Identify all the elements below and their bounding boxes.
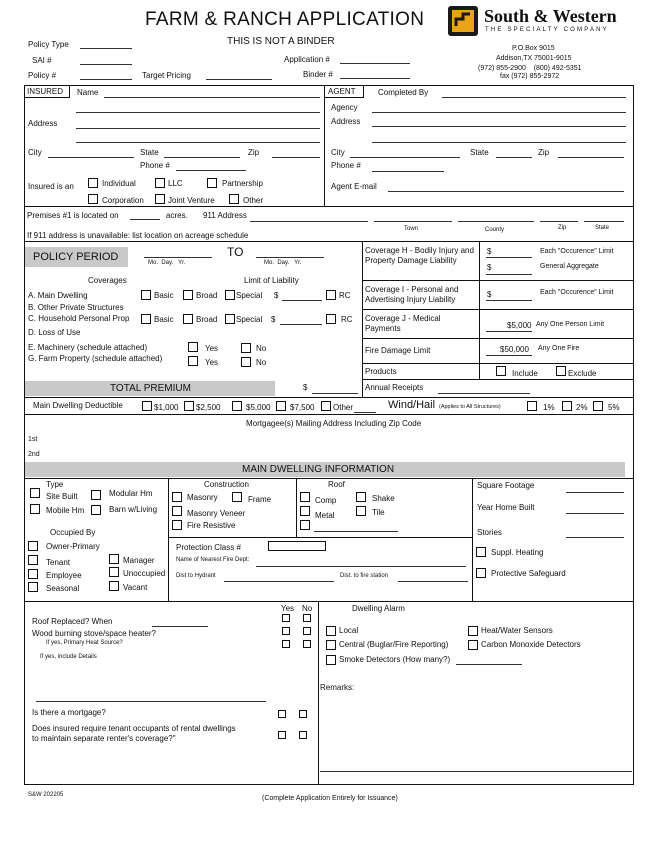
insured-state-label: State (140, 148, 159, 157)
deductible-other-checkbox[interactable] (321, 401, 331, 411)
nearest-fire-dept-field[interactable] (256, 566, 466, 567)
barn-living-checkbox[interactable] (91, 505, 101, 515)
company-phone: (972) 855-2900 (800) 492-5351 (478, 65, 582, 72)
company-fax: fax (972) 855-2972 (500, 73, 560, 80)
agency-label: Agency (331, 103, 358, 112)
agent-email-field[interactable] (388, 191, 624, 192)
coverage-a-amount-field[interactable] (282, 300, 322, 301)
deductible-label: Main Dwelling Deductible (33, 401, 123, 410)
roof-tile-label: Tile (372, 508, 385, 517)
wind-1pct-checkbox[interactable] (527, 401, 537, 411)
roof-replaced-label: Roof Replaced? When (32, 617, 113, 626)
insured-tag-label: INSURED (27, 87, 64, 96)
insured-state-field[interactable] (164, 157, 240, 158)
manager-label: Manager (123, 556, 155, 565)
coverage-h-each-field[interactable] (486, 257, 532, 258)
coverage-c-amount-field[interactable] (280, 324, 322, 325)
policy-end-field[interactable] (256, 257, 324, 258)
agent-phone-field[interactable] (372, 171, 444, 172)
coverage-e-label: E. Machinery (schedule attached) (28, 343, 148, 352)
agent-email-label: Agent E-mail (331, 182, 377, 191)
coverage-c-special-label: Special (236, 315, 263, 324)
insured-city-field[interactable] (48, 157, 134, 158)
agent-zip-field[interactable] (558, 157, 624, 158)
company-address-2: Addison,TX 75001-9015 (496, 55, 572, 62)
deductible-5000-checkbox[interactable] (232, 401, 242, 411)
deductible-other-label: Other (333, 403, 354, 412)
dwelling-alarm-header: Dwelling Alarm (352, 604, 405, 613)
coverage-c-basic-label: Basic (154, 315, 174, 324)
co-detectors-checkbox[interactable] (468, 640, 478, 650)
coverage-d-label: D. Loss of Use (28, 328, 81, 337)
wood-burning-label: Wood burning stove/space heater? (32, 629, 156, 638)
deductible-7500-label: $7,500 (290, 403, 315, 412)
company-name: South & Western (484, 6, 617, 26)
coverage-c-special-checkbox[interactable] (225, 314, 235, 324)
coverage-a-broad-label: Broad (196, 291, 218, 300)
roof-label: Roof (328, 480, 345, 489)
policy-number-label: Policy # (28, 71, 57, 80)
insured-address-field[interactable] (76, 128, 320, 129)
agent-phone-label: Phone # (331, 161, 361, 170)
masonry-label: Masonry (187, 493, 218, 502)
state-911-field[interactable] (584, 221, 624, 222)
county-label: County (485, 227, 505, 233)
occupied-by-label: Occupied By (50, 528, 96, 537)
coverage-h-dollar-1: $ (487, 247, 492, 256)
corporation-label: Corporation (102, 196, 144, 205)
coverage-j-desc: Any One Person Limit (536, 321, 605, 328)
coverage-c-rc-checkbox[interactable] (326, 314, 336, 324)
policy-type-label: Policy Type (28, 40, 69, 49)
primary-heat-label: If yes, Primary Heat Source? (46, 640, 123, 646)
sai-field[interactable] (80, 64, 132, 65)
coverage-g-yes-label: Yes (205, 358, 219, 367)
coverage-c-label: C. Household Personal Prop (28, 314, 130, 323)
coverage-j-label: Coverage J - Medical Payments (365, 314, 441, 333)
roof-metal-checkbox[interactable] (300, 506, 310, 516)
nearest-fire-dept-label: Name of Nearest Fire Dept: (176, 557, 250, 563)
form-border (24, 85, 634, 785)
products-exclude-label: Exclude (568, 369, 597, 378)
unoccupied-checkbox[interactable] (109, 567, 119, 577)
completed-by-field[interactable] (442, 97, 626, 98)
fire-damage-underline (486, 355, 532, 356)
owner-primary-label: Owner-Primary (46, 542, 100, 551)
coverage-i-each-field[interactable] (486, 300, 532, 301)
insured-address-field-2[interactable] (76, 142, 320, 143)
coverage-i-dollar: $ (487, 290, 492, 299)
modular-home-label: Modular Hm (109, 489, 153, 498)
insured-name-field[interactable] (104, 97, 320, 98)
protection-class-label: Protection Class # (176, 543, 241, 552)
fire-resistive-label: Fire Resistive (187, 521, 236, 530)
products-include-label: Include (512, 369, 538, 378)
mobile-home-checkbox[interactable] (30, 504, 40, 514)
smoke-detectors-checkbox[interactable] (326, 655, 336, 665)
binder-number-label: Binder # (303, 70, 333, 79)
mortgage-yes-checkbox[interactable] (278, 710, 286, 718)
coverage-h-agg-label: General Aggregate (540, 263, 599, 270)
deductible-7500-checkbox[interactable] (276, 401, 286, 411)
roof-replaced-field[interactable] (152, 626, 208, 627)
fire-damage-label: Fire Damage Limit (365, 346, 431, 355)
address-911-field[interactable] (250, 221, 368, 222)
wind-1pct-label: 1% (543, 403, 555, 412)
include-details-label: If yes, include Details (40, 654, 97, 660)
coverage-c-broad-checkbox[interactable] (183, 314, 193, 324)
agent-address-field[interactable] (372, 126, 626, 127)
alarm-central-label: Central (Buglar/Fire Reporting) (339, 640, 449, 649)
insured-is-label: Insured is an (28, 182, 74, 191)
dist-hydrant-field[interactable] (224, 581, 334, 582)
corporation-checkbox[interactable] (88, 194, 98, 204)
not-binder-notice: THIS IS NOT A BINDER (227, 36, 335, 47)
mortgagee-header: Mortgagee(s) Mailing Address Including Zip Code (246, 419, 422, 428)
barn-living-label: Barn w/Living (109, 505, 158, 514)
tenant-coverage-yes-checkbox[interactable] (278, 731, 286, 739)
joint-venture-checkbox[interactable] (155, 194, 165, 204)
heat-water-sensors-label: Heat/Water Sensors (481, 626, 553, 635)
mortgagee-first-label: 1st (28, 436, 38, 443)
products-include-checkbox[interactable] (496, 366, 506, 376)
insured-name-label: Name (77, 88, 99, 97)
agent-address-field-2[interactable] (372, 142, 626, 143)
coverage-g-no-checkbox[interactable] (241, 357, 251, 367)
smoke-detectors-count-field[interactable] (456, 664, 522, 665)
coverage-j-value: $5,000 (507, 321, 532, 330)
wind-hail-label: Wind/Hail (388, 399, 436, 411)
wind-5pct-label: 5% (608, 403, 620, 412)
coverage-c-rc-label: RC (341, 315, 353, 324)
tenant-coverage-no-checkbox[interactable] (299, 731, 307, 739)
company-logo-icon (448, 6, 478, 36)
stories-label: Stories (477, 528, 502, 537)
address-911-unavailable-note: If 911 address is unavailable: list location on acreage schedule (27, 231, 249, 240)
coverage-h-label: Coverage H - Bodily Injury and Property Damage Liability (365, 246, 474, 265)
town-label: Town (404, 226, 419, 232)
mortgage-no-checkbox[interactable] (299, 710, 307, 718)
alarm-local-label: Local (339, 626, 359, 635)
wind-2pct-checkbox[interactable] (562, 401, 572, 411)
roof-replaced-yes-checkbox[interactable] (282, 614, 290, 622)
coverage-e-yes-checkbox[interactable] (188, 342, 198, 352)
coverage-c-dollar: $ (271, 315, 276, 324)
employee-checkbox[interactable] (28, 569, 38, 579)
insured-name-field-2[interactable] (76, 112, 320, 113)
questions-yes-header: Yes (281, 604, 295, 613)
application-number-label: Application # (284, 55, 330, 64)
masonry-checkbox[interactable] (172, 492, 182, 502)
coverage-a-broad-checkbox[interactable] (183, 290, 193, 300)
agent-zip-label: Zip (538, 148, 550, 157)
target-pricing-label: Target Pricing (142, 71, 191, 80)
tenant-coverage-question-1: Does insured require tenant occupants of rental dwellings (32, 724, 236, 733)
square-footage-field[interactable] (566, 492, 624, 493)
masonry-veneer-checkbox[interactable] (172, 506, 182, 516)
vacant-checkbox[interactable] (109, 581, 119, 591)
policy-type-field[interactable] (80, 48, 132, 49)
acres-field[interactable] (130, 219, 160, 220)
policy-to-label: TO (227, 245, 244, 259)
products-label: Products (365, 367, 397, 376)
completed-by-label: Completed By (378, 88, 429, 97)
modular-home-checkbox[interactable] (91, 490, 101, 500)
frame-label: Frame (248, 495, 272, 504)
masonry-veneer-label: Masonry Veneer (187, 509, 246, 518)
coverage-i-each-label: Each "Occurence" Limit (540, 289, 614, 296)
employee-label: Employee (46, 571, 82, 580)
suppl-heating-checkbox[interactable] (476, 547, 486, 557)
deductible-2500-label: $2,500 (196, 403, 221, 412)
roof-comp-label: Comp (315, 496, 337, 505)
tenant-label: Tenant (46, 558, 71, 567)
town-field[interactable] (374, 221, 452, 222)
policy-start-field[interactable] (144, 257, 212, 258)
insured-zip-label: Zip (248, 148, 260, 157)
agent-address-label: Address (331, 117, 361, 126)
roof-comp-checkbox[interactable] (300, 492, 310, 502)
total-premium-dollar: $ (303, 383, 308, 392)
coverage-a-dollar: $ (274, 291, 279, 300)
insured-phone-label: Phone # (140, 161, 170, 170)
owner-primary-checkbox[interactable] (28, 541, 38, 551)
coverage-a-label: A. Main Dwelling (28, 291, 88, 300)
alarm-central-checkbox[interactable] (326, 640, 336, 650)
footer-note: (Complete Application Entirely for Issuance) (262, 795, 398, 802)
policy-number-field[interactable] (80, 79, 132, 80)
agent-tag-label: AGENT (328, 87, 356, 96)
primary-heat-yes-checkbox[interactable] (282, 640, 290, 648)
zip-911-field[interactable] (540, 221, 578, 222)
deductible-2500-checkbox[interactable] (184, 401, 194, 411)
target-pricing-field[interactable] (206, 79, 272, 80)
roof-replaced-no-checkbox[interactable] (303, 614, 311, 622)
llc-checkbox[interactable] (155, 178, 165, 188)
county-field[interactable] (458, 221, 534, 222)
deductible-1000-checkbox[interactable] (142, 401, 152, 411)
details-field[interactable] (36, 701, 266, 702)
agency-field[interactable] (372, 112, 626, 113)
binder-number-field[interactable] (340, 78, 410, 79)
site-built-label: Site Built (46, 492, 78, 501)
main-dwelling-header: MAIN DWELLING INFORMATION (242, 464, 395, 475)
individual-checkbox[interactable] (88, 178, 98, 188)
individual-label: Individual (102, 179, 136, 188)
roof-tile-checkbox[interactable] (356, 506, 366, 516)
sai-label: SAI # (32, 56, 52, 65)
remarks-field[interactable] (320, 771, 632, 772)
coverage-h-dollar-2: $ (487, 263, 492, 272)
fire-damage-desc: Any One Fire (538, 345, 580, 352)
vacant-label: Vacant (123, 583, 148, 592)
mortgage-question-label: Is there a mortgage? (32, 708, 106, 717)
tenant-checkbox[interactable] (28, 555, 38, 565)
coverage-g-no-label: No (256, 358, 267, 367)
alarm-local-checkbox[interactable] (326, 626, 336, 636)
other-type-checkbox[interactable] (229, 194, 239, 204)
wind-5pct-checkbox[interactable] (593, 401, 603, 411)
coverage-e-no-checkbox[interactable] (241, 343, 251, 353)
coverage-a-rc-label: RC (339, 291, 351, 300)
wind-2pct-label: 2% (576, 403, 588, 412)
state-911-label: State (595, 225, 610, 231)
deductible-1000-label: $1,000 (154, 403, 179, 412)
other-type-label: Other (243, 196, 264, 205)
dist-station-field[interactable] (398, 581, 468, 582)
form-number: S&W 202205 (28, 792, 64, 798)
partnership-label: Partnership (222, 179, 263, 188)
policy-start-hint: Mo. Day. Yr. (148, 260, 186, 266)
acres-label: acres. (166, 211, 188, 220)
coverage-a-basic-checkbox[interactable] (141, 290, 151, 300)
dist-station-label: Dist. to fire station (340, 573, 389, 579)
wood-burning-no-checkbox[interactable] (303, 627, 311, 635)
frame-checkbox[interactable] (232, 492, 242, 502)
fire-resistive-checkbox[interactable] (172, 520, 182, 530)
insured-city-label: City (28, 148, 42, 157)
wood-burning-yes-checkbox[interactable] (282, 627, 290, 635)
coverage-g-label: G. Farm Property (schedule attached) (28, 354, 163, 363)
roof-shake-label: Shake (372, 494, 395, 503)
construction-label: Construction (204, 480, 249, 489)
address-911-label: 911 Address (203, 211, 247, 220)
policy-period-label: POLICY PERIOD (33, 251, 119, 263)
coverage-a-basic-label: Basic (154, 291, 174, 300)
total-premium-field[interactable] (312, 393, 358, 394)
coverage-e-no-label: No (256, 344, 267, 353)
roof-shake-checkbox[interactable] (356, 492, 366, 502)
square-footage-label: Square Footage (477, 481, 535, 490)
form-title: FARM & RANCH APPLICATION (145, 9, 425, 30)
coverage-a-rc-checkbox[interactable] (326, 290, 336, 300)
site-built-checkbox[interactable] (30, 488, 40, 498)
coverage-h-agg-field[interactable] (486, 274, 532, 275)
protection-class-field[interactable] (268, 541, 326, 551)
questions-no-header: No (302, 604, 313, 613)
coverage-c-broad-label: Broad (196, 315, 218, 324)
dist-hydrant-label: Dist to Hydrant (176, 573, 216, 579)
coverage-b-label: B. Other Private Structures (28, 303, 124, 312)
roof-other-checkbox[interactable] (300, 520, 310, 530)
joint-venture-label: Joint Venture (168, 196, 215, 205)
co-detectors-label: Carbon Monoxide Detectors (481, 640, 581, 649)
smoke-detectors-label: Smoke Detectors (How many?) (339, 655, 451, 664)
annual-receipts-field[interactable] (438, 393, 530, 394)
coverage-g-yes-checkbox[interactable] (188, 356, 198, 366)
limit-liability-header: Limit of Liability (244, 276, 299, 285)
unoccupied-label: Unoccupied (123, 569, 166, 578)
insured-address-label: Address (28, 119, 58, 128)
coverage-i-label: Coverage I - Personal and Advertising Injury Liability (365, 285, 459, 304)
application-number-field[interactable] (340, 63, 410, 64)
fire-damage-value: $50,000 (500, 345, 529, 354)
roof-metal-label: Metal (315, 511, 335, 520)
agent-state-label: State (470, 148, 489, 157)
coverage-j-underline (486, 331, 532, 332)
company-tagline: THE SPECIALTY COMPANY (485, 27, 609, 33)
protective-safeguard-checkbox[interactable] (476, 568, 486, 578)
dwelling-type-label: Type (46, 480, 64, 489)
insured-zip-field[interactable] (272, 157, 320, 158)
coverage-e-yes-label: Yes (205, 344, 219, 353)
coverage-a-special-label: Special (236, 291, 263, 300)
policy-end-hint: Mo. Day. Yr. (264, 260, 302, 266)
seasonal-label: Seasonal (46, 584, 80, 593)
suppl-heating-label: Suppl. Heating (491, 548, 544, 557)
deductible-5000-label: $5,000 (246, 403, 271, 412)
remarks-label: Remarks: (320, 683, 355, 692)
insured-phone-field[interactable] (176, 170, 246, 171)
year-built-label: Year Home Built (477, 503, 535, 512)
seasonal-checkbox[interactable] (28, 582, 38, 592)
llc-label: LLC (168, 179, 183, 188)
wind-hail-note: (Applies to All Structures) (439, 404, 501, 410)
coverage-c-basic-checkbox[interactable] (141, 314, 151, 324)
roof-other-field[interactable] (314, 531, 398, 532)
agent-city-label: City (331, 148, 345, 157)
protective-safeguard-label: Protective Safeguard (491, 569, 566, 578)
year-built-field[interactable] (566, 513, 624, 514)
agent-state-field[interactable] (496, 157, 532, 158)
coverage-a-special-checkbox[interactable] (225, 290, 235, 300)
products-exclude-checkbox[interactable] (556, 366, 566, 376)
heat-water-sensors-checkbox[interactable] (468, 626, 478, 636)
agent-city-field[interactable] (350, 157, 460, 158)
total-premium-label: TOTAL PREMIUM (110, 383, 191, 394)
primary-heat-no-checkbox[interactable] (303, 640, 311, 648)
annual-receipts-label: Annual Receipts (365, 383, 424, 392)
coverage-h-each-label: Each "Occurence" Limit (540, 248, 614, 255)
deductible-other-field[interactable] (354, 412, 376, 413)
tenant-coverage-question-2: to maintain separate renter's coverage?" (32, 734, 176, 743)
mobile-home-label: Mobile Hm (46, 506, 85, 515)
coverages-header: Coverages (88, 276, 127, 285)
zip-911-label: Zip (558, 225, 567, 231)
mortgagee-second-label: 2nd (28, 451, 40, 458)
stories-field[interactable] (566, 537, 624, 538)
manager-checkbox[interactable] (109, 554, 119, 564)
company-address-1: P.O.Box 9015 (512, 45, 555, 52)
partnership-checkbox[interactable] (207, 178, 217, 188)
premises-located-label: Premises #1 is located on (27, 211, 119, 220)
